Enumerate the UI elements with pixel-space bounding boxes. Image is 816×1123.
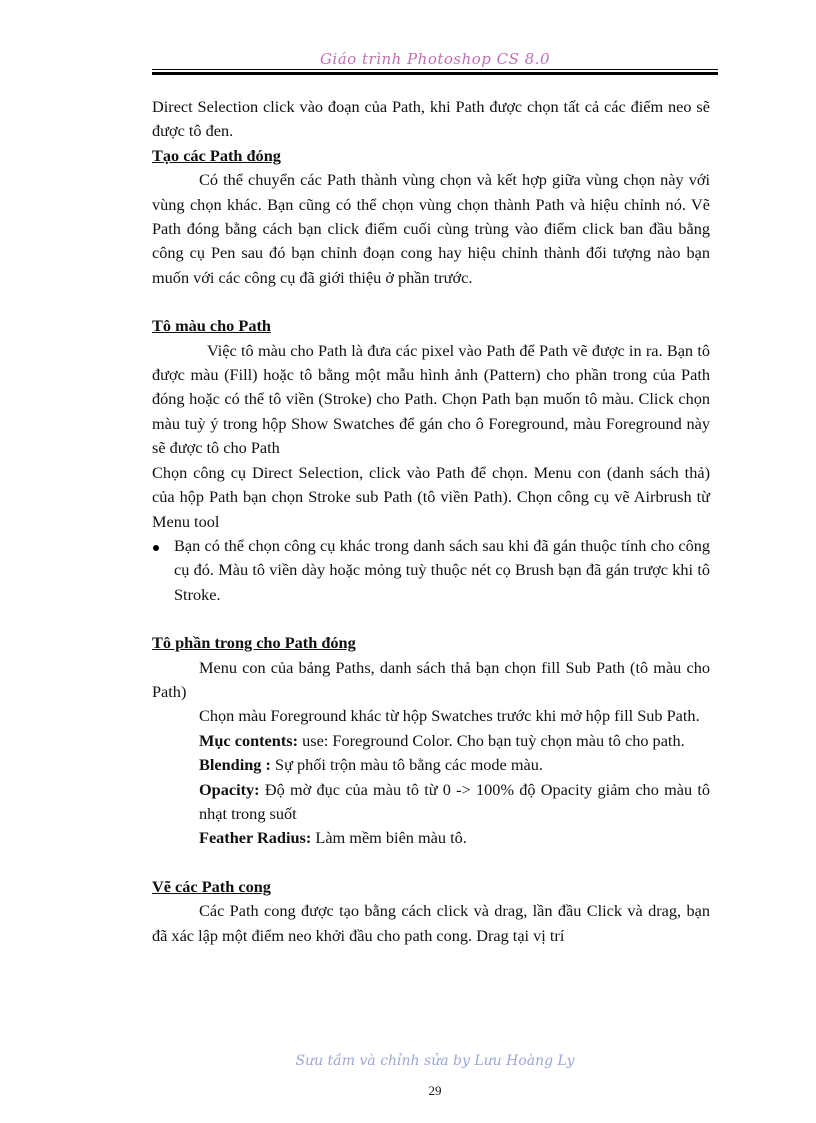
header-rule-thin [152,69,718,70]
bullet-text: Bạn có thể chọn công cụ khác trong danh sách sau khi đã gán thuộc tính cho công cụ đó. Màu tô viền dày hoặc mỏng tuỳ thuộc nét cọ Brush bạn đã gán trược khi tô Stroke. [174,535,710,604]
option-text: Độ mờ đục của màu tô từ 0 -> 100% độ Opacity giảm cho màu tô nhạt trong suốt [199,779,710,823]
option-label: Opacity: [199,779,260,799]
paragraph: Menu con của bảng Paths, danh sách thả bạn chọn fill Sub Path (tô màu cho Path) [152,657,710,701]
option-label: Mục contents: [199,730,299,750]
option-text: Sự phối trộn màu tô bằng các mode màu. [270,755,543,775]
section-heading-closed-path: Tạo các Path đóng [152,145,281,165]
section-heading-fill-path: Tô màu cho Path [152,316,271,336]
option-label: Blending : [199,755,271,775]
paragraph: Việc tô màu cho Path là đưa các pixel vào Path để Path vẽ được in ra. Bạn tô được màu (Fill) hoặc tô bằng một mẫu hình ảnh (Pattern) cho phần trong của Path đóng hoặc có thể tô viền (Stroke) cho Path. Chọn Path bạn muốn tô màu. Click chọn màu tuỳ ý trong hộp Show Swatches để gán cho ô Foreground, màu Foreground này sẽ được tô cho Path [152,340,710,458]
option-item [152,778,710,827]
paragraph: Có thể chuyển các Path thành vùng chọn và kết hợp giữa vùng chọn này với vùng chọn khác. Bạn cũng có thể chọn vùng chọn thành Path và hiệu chỉnh nó. Vẽ Path đóng bằng cách bạn click điểm cuối cùng trùng vào điểm click ban đầu bằng công cụ Pen sau đó bạn chỉnh đoạn cong hay hiệu chỉnh thành đối tượng nào bạn muốn với các công cụ đã giới thiệu ở phần trước. [152,170,710,287]
header-rule-thick [152,72,718,75]
section-heading-curved-path: Vẽ các Path cong [152,876,271,896]
page-body [152,95,710,948]
option-item [152,826,710,850]
bullet-icon [153,545,159,551]
option-item [152,729,710,753]
footer-credit: Sưu tầm và chỉnh sửa by Lưu Hoàng Ly [295,1053,575,1069]
paragraph: Chọn công cụ Direct Selection, click vào Path để chọn. Menu con (danh sách thả) của hộp Path bạn chọn Stroke sub Path (tô viền Path). Chọn công cụ vẽ Airbrush từ Menu tool [152,462,710,531]
page-number: 29 [428,1083,442,1098]
intro-paragraph: Direct Selection click vào đoạn của Path, khi Path được chọn tất cả các điểm neo sẽ được tô đen. [152,97,710,141]
paragraph: Các Path cong được tạo bằng cách click và drag, lần đầu Click và drag, bạn đã xác lập một điểm neo khởi đầu cho path cong. Drag tại vị trí [152,901,710,945]
section-heading-fill-inside: Tô phần trong cho Path đóng [152,633,356,653]
bullet-item [152,534,710,607]
option-item [152,753,710,777]
option-label: Feather Radius: [199,828,312,848]
paragraph: Chọn màu Foreground khác từ hộp Swatches trước khi mở hộp fill Sub Path. [199,706,700,726]
option-text: Làm mềm biên màu tô. [311,828,467,848]
header-title: Giáo trình Photoshop CS 8.0 [319,50,551,68]
option-text: use: Foreground Color. Cho bạn tuỳ chọn màu tô cho path. [298,730,685,750]
